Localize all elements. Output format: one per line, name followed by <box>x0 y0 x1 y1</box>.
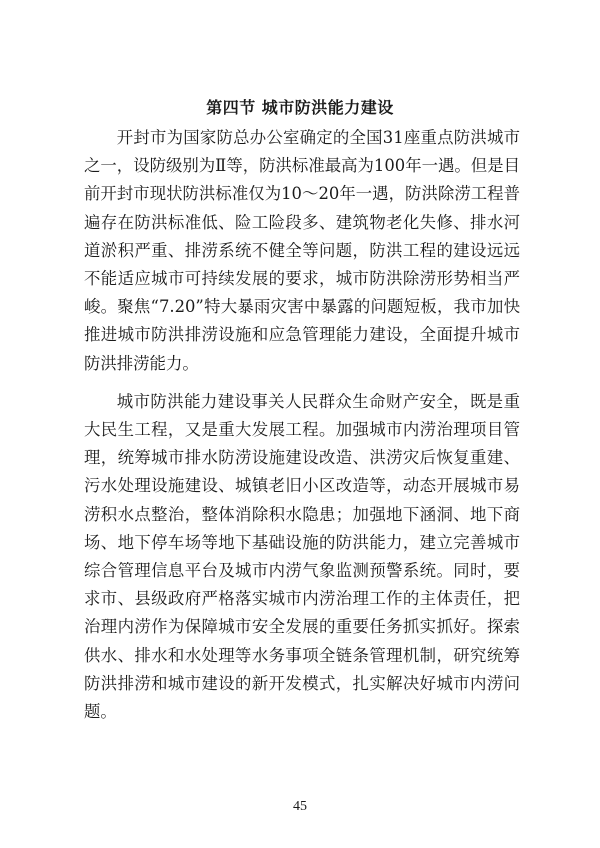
paragraph-flood-standard: 开封市为国家防总办公室确定的全国31座重点防洪城市之一，设防级别为Ⅱ等，防洪标准最高为100年一遇。但是目前开封市现状防洪标准仅为10～20年一遇，防洪除涝工程普遍存在防洪标准低、险工险段多、建筑物老化失修、排水河道淤积严重、排涝系统不健全等问题，防洪工程的建设远远不能适应城市可持续发展的要求，城市防洪除涝形势相当严峻。聚焦“7.20”特大暴雨灾害中暴露的问题短板，我市加快推进城市防洪排涝设施和应急管理能力建设，全面提升城市防洪排涝能力。 <box>84 128 520 373</box>
paragraph-flood-capacity: 城市防洪能力建设事关人民群众生命财产安全，既是重大民生工程，又是重大发展工程。加强城市内涝治理项目管理，统筹城市排水防涝设施建设改造、洪涝灾后恢复重建、污水处理设施建设、城镇老旧小区改造等，动态开展城市易涝积水点整治，整体消除积水隐患；加强地下涵洞、地下商场、地下停车场等地下基础设施的防洪能力，建立完善城市综合管理信息平台及城市内涝气象监测预警系统。同时，要求市、县级政府严格落实城市内涝治理工作的主体责任，把治理内涝作为保障城市安全发展的重要任务抓实抓好。探索供水、排水和水处理等水务事项全链条管理机制，研究统筹防洪排涝和城市建设的新开发模式，扎实解决好城市内涝问题。 <box>84 391 520 722</box>
page-number: 45 <box>293 799 307 814</box>
body-text <box>84 124 520 726</box>
section-title: 第四节 城市防洪能力建设 <box>206 97 394 117</box>
